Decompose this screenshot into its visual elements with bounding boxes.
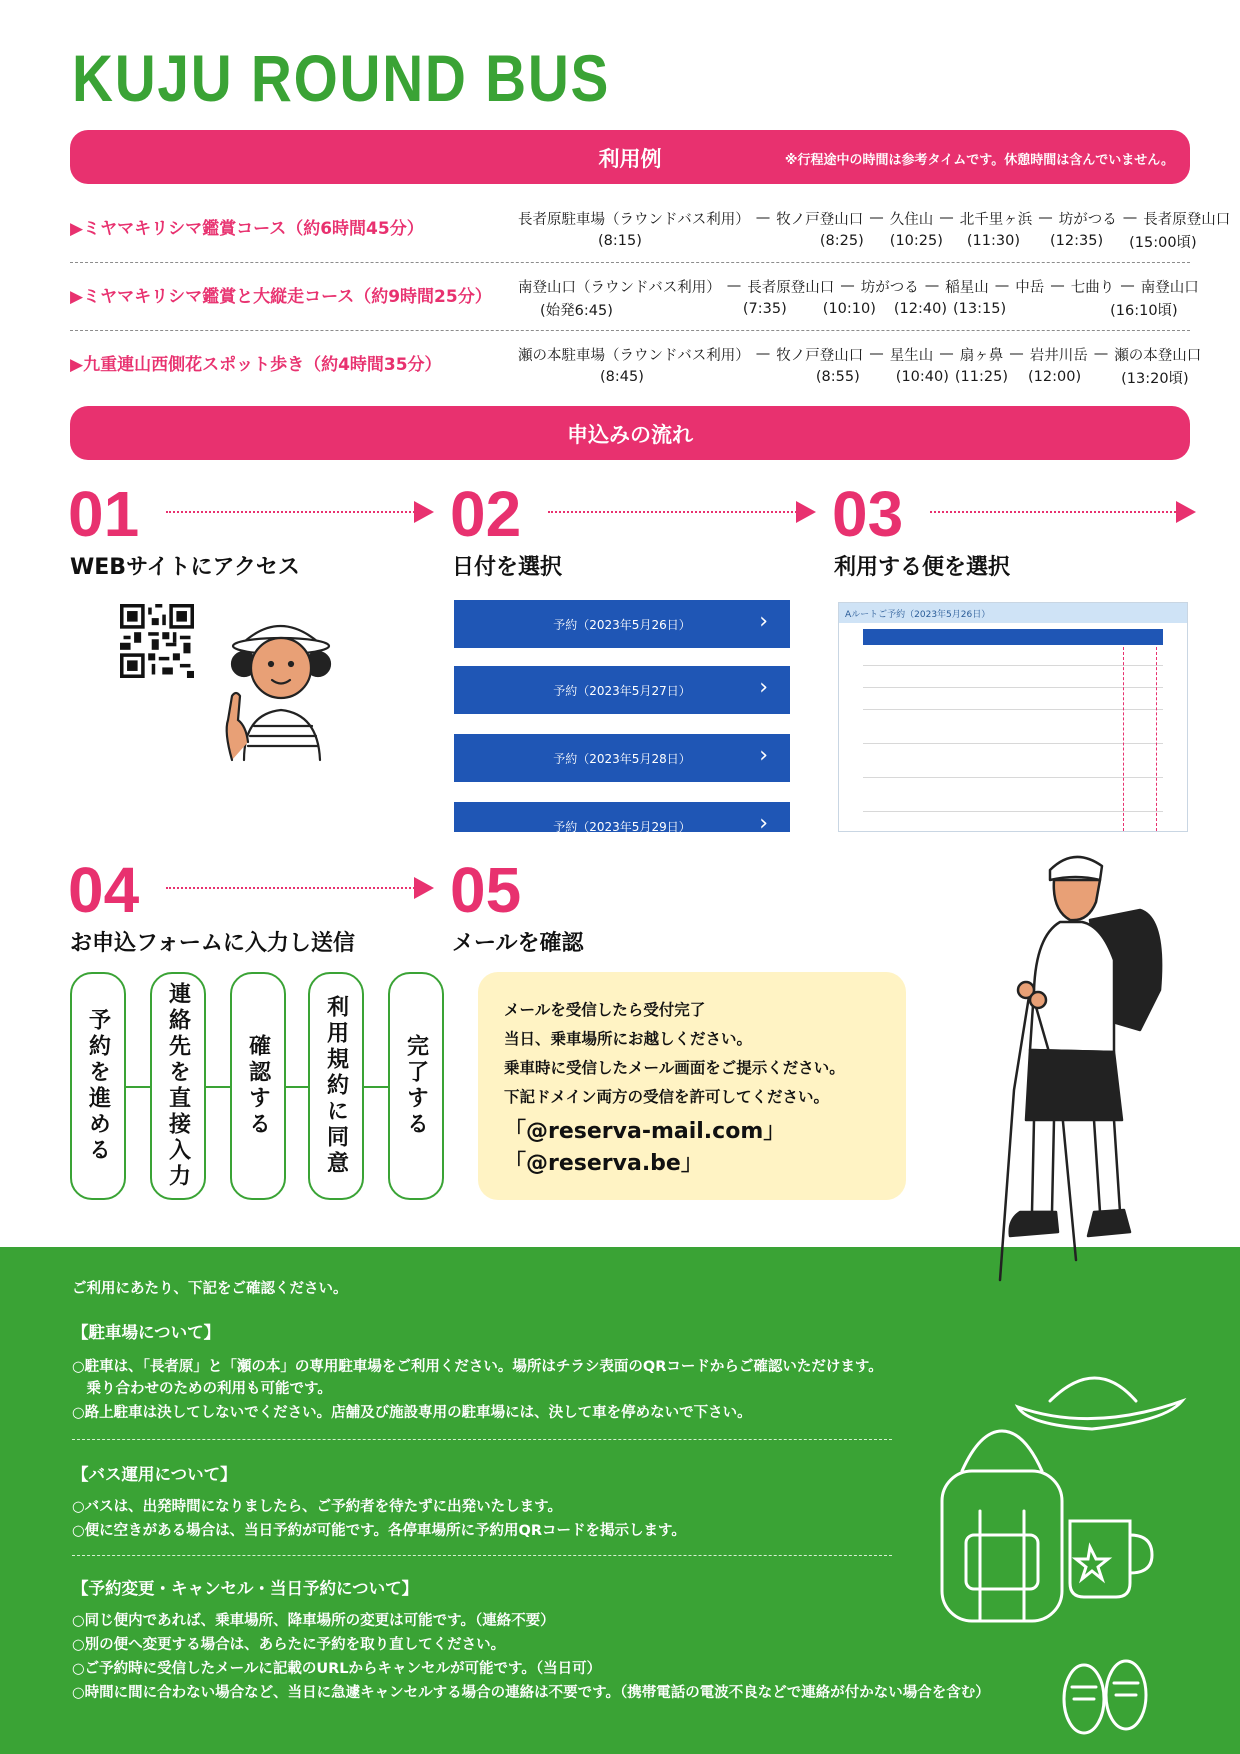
stop-time: (13:15) [953, 301, 1007, 317]
notes-heading: 【駐車場について】 [72, 1323, 221, 1342]
stop-time: (8:15) [598, 233, 642, 249]
stop: 瀬の本登山口 [1114, 347, 1202, 364]
course-divider [70, 330, 1190, 331]
date-button-label: 予約（2023年5月28日） [553, 752, 691, 766]
step-label: WEBサイトにアクセス [70, 555, 300, 580]
stop: 中岳 [1015, 279, 1045, 296]
form-step-pill [230, 972, 286, 1200]
stop: 久住山 [889, 211, 934, 228]
page-title: KUJU ROUND BUS [72, 41, 611, 115]
mail-domain: 「@reserva-mail.com」 [504, 1119, 786, 1144]
screenshot-row [863, 777, 1163, 778]
flow-title: 申込みの流れ [567, 423, 693, 447]
notes-divider [72, 1555, 892, 1556]
form-step-label: 完了する [403, 1034, 429, 1138]
stop: 長者原駐車場（ラウンドバス利用） [518, 211, 750, 228]
stop: 牧ノ戸登山口 [776, 211, 864, 228]
mail-line: 乗車時に受信したメール画面をご提示ください。 [504, 1059, 845, 1077]
flow-header-bar [70, 406, 1190, 460]
step-number: 01 [68, 478, 140, 550]
mail-info-box [478, 972, 906, 1200]
date-select-button[interactable] [454, 734, 790, 782]
stop-time: (12:40) [893, 301, 947, 317]
route-times [518, 298, 1190, 320]
mail-line: メールを受信したら受付完了 [504, 1001, 706, 1019]
stop-time: (8:45) [600, 369, 644, 385]
form-step-pill [70, 972, 126, 1200]
step-arrow [166, 511, 430, 513]
screenshot-row [863, 665, 1163, 666]
stop-time: (15:00頃) [1129, 234, 1197, 251]
course-item [70, 272, 1199, 338]
stop: 南登山口（ラウンドバス利用） [518, 279, 721, 296]
screenshot-row [863, 687, 1163, 688]
stop: 長者原登山口 [1143, 211, 1231, 228]
step-arrow [930, 511, 1192, 513]
stop: 扇ヶ鼻 [959, 347, 1004, 364]
step-label: 利用する便を選択 [834, 555, 1011, 580]
notes-item: ○駐車は、「長者原」と「瀬の本」の専用駐車場をご利用ください。場所はチラシ表面のQRコードからご確認いただけます。 [72, 1359, 883, 1375]
notes-item: ○バスは、出発時間になりましたら、ご予約者を待たずに出発いたします。 [72, 1499, 562, 1515]
date-select-button[interactable] [454, 802, 790, 832]
screenshot-header: Aルートご予約（2023年5月26日） [839, 603, 1187, 623]
course-name: ▶ミヤマキリシマ鑑賞コース（約6時間45分） [70, 219, 424, 239]
date-select-button[interactable] [454, 600, 790, 648]
notes-divider [72, 1439, 892, 1440]
notes-heading: 【予約変更・キャンセル・当日予約について】 [72, 1579, 419, 1598]
stop-time: (8:25) [819, 233, 864, 249]
date-button-label: 予約（2023年5月26日） [553, 618, 691, 632]
form-step-label: 利用規約に同意 [323, 995, 349, 1177]
chevron-right-icon: › [759, 743, 768, 768]
stop-time: (10:10) [822, 301, 876, 317]
form-step-label: 予約を進める [85, 1008, 111, 1164]
step-arrow [548, 511, 812, 513]
screenshot-table-header [863, 629, 1163, 645]
step-label: メールを確認 [452, 931, 584, 956]
screenshot-row [863, 743, 1163, 744]
form-step-pill [150, 972, 206, 1200]
step-arrow [166, 887, 430, 889]
date-button-label: 予約（2023年5月27日） [553, 684, 691, 698]
stop: 南登山口 [1140, 279, 1199, 296]
form-step-pill [308, 972, 364, 1200]
stop: 坊がつる [1058, 211, 1117, 228]
stop-time: (7:35) [742, 301, 787, 317]
notes-section [0, 1247, 1240, 1754]
stop: 坊がつる [860, 279, 919, 296]
person-pointing-illustration [214, 602, 344, 762]
notes-item: ○時間に間に合わない場合など、当日に急遽キャンセルする場合の連絡は不要です。（携帯電話の電波不良などで連絡が付かない場合を含む） [72, 1685, 990, 1701]
notes-item: 乗り合わせのための利用も可能です。 [72, 1381, 332, 1397]
stop-time: (10:25) [889, 233, 943, 249]
screenshot-row [863, 811, 1163, 812]
stop-time: (12:35) [1050, 233, 1104, 249]
route-times [518, 230, 1197, 252]
stop-time: (16:10頃) [1110, 302, 1178, 319]
step-number: 02 [450, 478, 522, 550]
course-route [518, 206, 1231, 252]
schedule-screenshot [838, 602, 1188, 832]
hiker-illustration [990, 840, 1170, 1300]
stop-time: (11:30) [966, 233, 1020, 249]
route-stops: 南登山口（ラウンドバス利用） — 長者原登山口 — 坊がつる — 稲星山 — 中岳 — 七曲り — 南登山口 [518, 274, 1190, 298]
date-select-button[interactable] [454, 666, 790, 714]
notes-item: ○路上駐車は決してしないでください。店舗及び施設専用の駐車場には、決して車を停めないで下さい。 [72, 1405, 752, 1421]
course-name: ▶ミヤマキリシマ鑑賞と大縦走コース（約9時間25分） [70, 287, 492, 307]
chevron-right-icon: › [759, 609, 768, 634]
mail-domain: 「@reserva.be」 [504, 1151, 703, 1176]
mail-line: 下記ドメイン両方の受信を許可してください。 [504, 1088, 830, 1106]
date-button-label: 予約（2023年5月29日） [553, 820, 691, 832]
chevron-right-icon: › [759, 811, 768, 832]
usage-header-bar [70, 130, 1190, 184]
screenshot-row [863, 709, 1163, 710]
stop-time: (11:25) [954, 369, 1008, 385]
course-name: ▶九重連山西側花スポット歩き（約4時間35分） [70, 355, 442, 375]
step-number: 05 [450, 854, 522, 926]
notes-item: ○別の便へ変更する場合は、あらたに予約を取り直してください。 [72, 1637, 506, 1653]
stop-time: (12:00) [1028, 369, 1082, 385]
stop-time: (始発6:45) [540, 302, 613, 319]
qr-code-icon[interactable] [120, 604, 194, 678]
route-stops: 長者原駐車場（ラウンドバス利用） — 牧ノ戸登山口 — 久住山 — 北千里ヶ浜 — 坊がつる — 長者原登山口 [518, 206, 1190, 230]
stop: 星生山 [889, 347, 934, 364]
step-label: お申込フォームに入力し送信 [70, 931, 355, 956]
course-item [70, 204, 1231, 270]
course-route [518, 342, 1202, 388]
course-item [70, 340, 1202, 406]
usage-note: ※行程途中の時間は参考タイムです。休憩時間は含んでいません。 [784, 153, 1174, 168]
notes-item: ○同じ便内であれば、乗車場所、降車場所の変更は可能です。（連絡不要） [72, 1613, 555, 1629]
step-number: 03 [832, 478, 904, 550]
form-step-pill [388, 972, 444, 1200]
usage-title: 利用例 [598, 147, 662, 171]
stop: 瀬の本駐車場（ラウンドバス利用） [518, 347, 750, 364]
stop: 牧ノ戸登山口 [776, 347, 864, 364]
stop: 長者原登山口 [747, 279, 835, 296]
form-step-label: 連絡先を直接入力 [165, 982, 191, 1190]
stop: 七曲り [1070, 279, 1115, 296]
notes-heading: 【バス運用について】 [72, 1465, 237, 1484]
chevron-right-icon: › [759, 675, 768, 700]
stop: 稲星山 [945, 279, 989, 296]
stop: 北千里ヶ浜 [959, 211, 1033, 228]
route-times [518, 366, 1190, 388]
route-stops: 瀬の本駐車場（ラウンドバス利用） — 牧ノ戸登山口 — 星生山 — 扇ヶ鼻 — 岩井川岳 — 瀬の本登山口 [518, 342, 1190, 366]
notes-item: ○ご予約時に受信したメールに記載のURLからキャンセルが可能です。（当日可） [72, 1661, 602, 1677]
course-route [518, 274, 1199, 320]
stop: 岩井川岳 [1029, 347, 1088, 364]
course-divider [70, 262, 1190, 263]
notes-intro: ご利用にあたり、下記をご確認ください。 [72, 1281, 348, 1297]
stop-time: (10:40) [895, 369, 949, 385]
stop-time: (8:55) [815, 369, 860, 385]
reserve-column-highlight [1123, 647, 1157, 831]
step-number: 04 [68, 854, 140, 926]
notes-item: ○便に空きがある場合は、当日予約が可能です。各停車場所に予約用QRコードを掲示します。 [72, 1523, 686, 1539]
mail-line: 当日、乗車場所にお越しください。 [504, 1030, 753, 1048]
form-step-label: 確認する [245, 1034, 271, 1138]
step-label: 日付を選択 [452, 555, 563, 580]
stop-time: (13:20頃) [1121, 370, 1189, 387]
